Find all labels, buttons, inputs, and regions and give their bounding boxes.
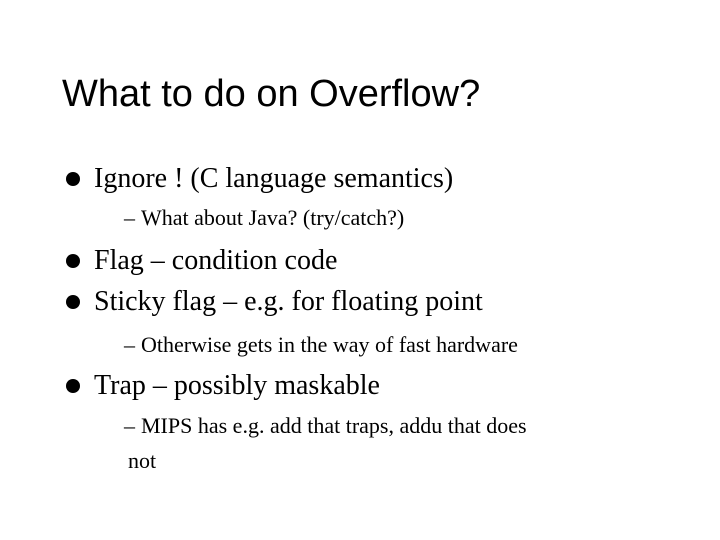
sub-bullet-text: MIPS has e.g. add that traps, addu that does bbox=[141, 413, 527, 438]
dash-marker: – bbox=[124, 332, 135, 357]
bullet-icon bbox=[66, 172, 80, 186]
dash-marker: – bbox=[124, 413, 135, 438]
bullet-icon bbox=[66, 295, 80, 309]
sub-bullet-text-continued: not bbox=[128, 448, 157, 473]
dash-marker: – bbox=[124, 205, 135, 230]
bullet-item: Flag – condition code bbox=[94, 245, 338, 276]
bullet-icon bbox=[66, 254, 80, 268]
sub-bullet-item bbox=[124, 410, 527, 442]
bullet-icon bbox=[66, 379, 80, 393]
bullet-item: Trap – possibly maskable bbox=[94, 370, 380, 401]
sub-bullet-item bbox=[124, 329, 518, 361]
bullet-item: Ignore ! (C language semantics) bbox=[94, 163, 454, 194]
slide-title: What to do on Overflow? bbox=[62, 73, 481, 115]
sub-bullet-text: What about Java? (try/catch?) bbox=[141, 205, 405, 230]
sub-bullet-item bbox=[124, 202, 404, 234]
sub-bullet-text: Otherwise gets in the way of fast hardware bbox=[141, 332, 518, 357]
bullet-item: Sticky flag – e.g. for floating point bbox=[94, 286, 483, 317]
